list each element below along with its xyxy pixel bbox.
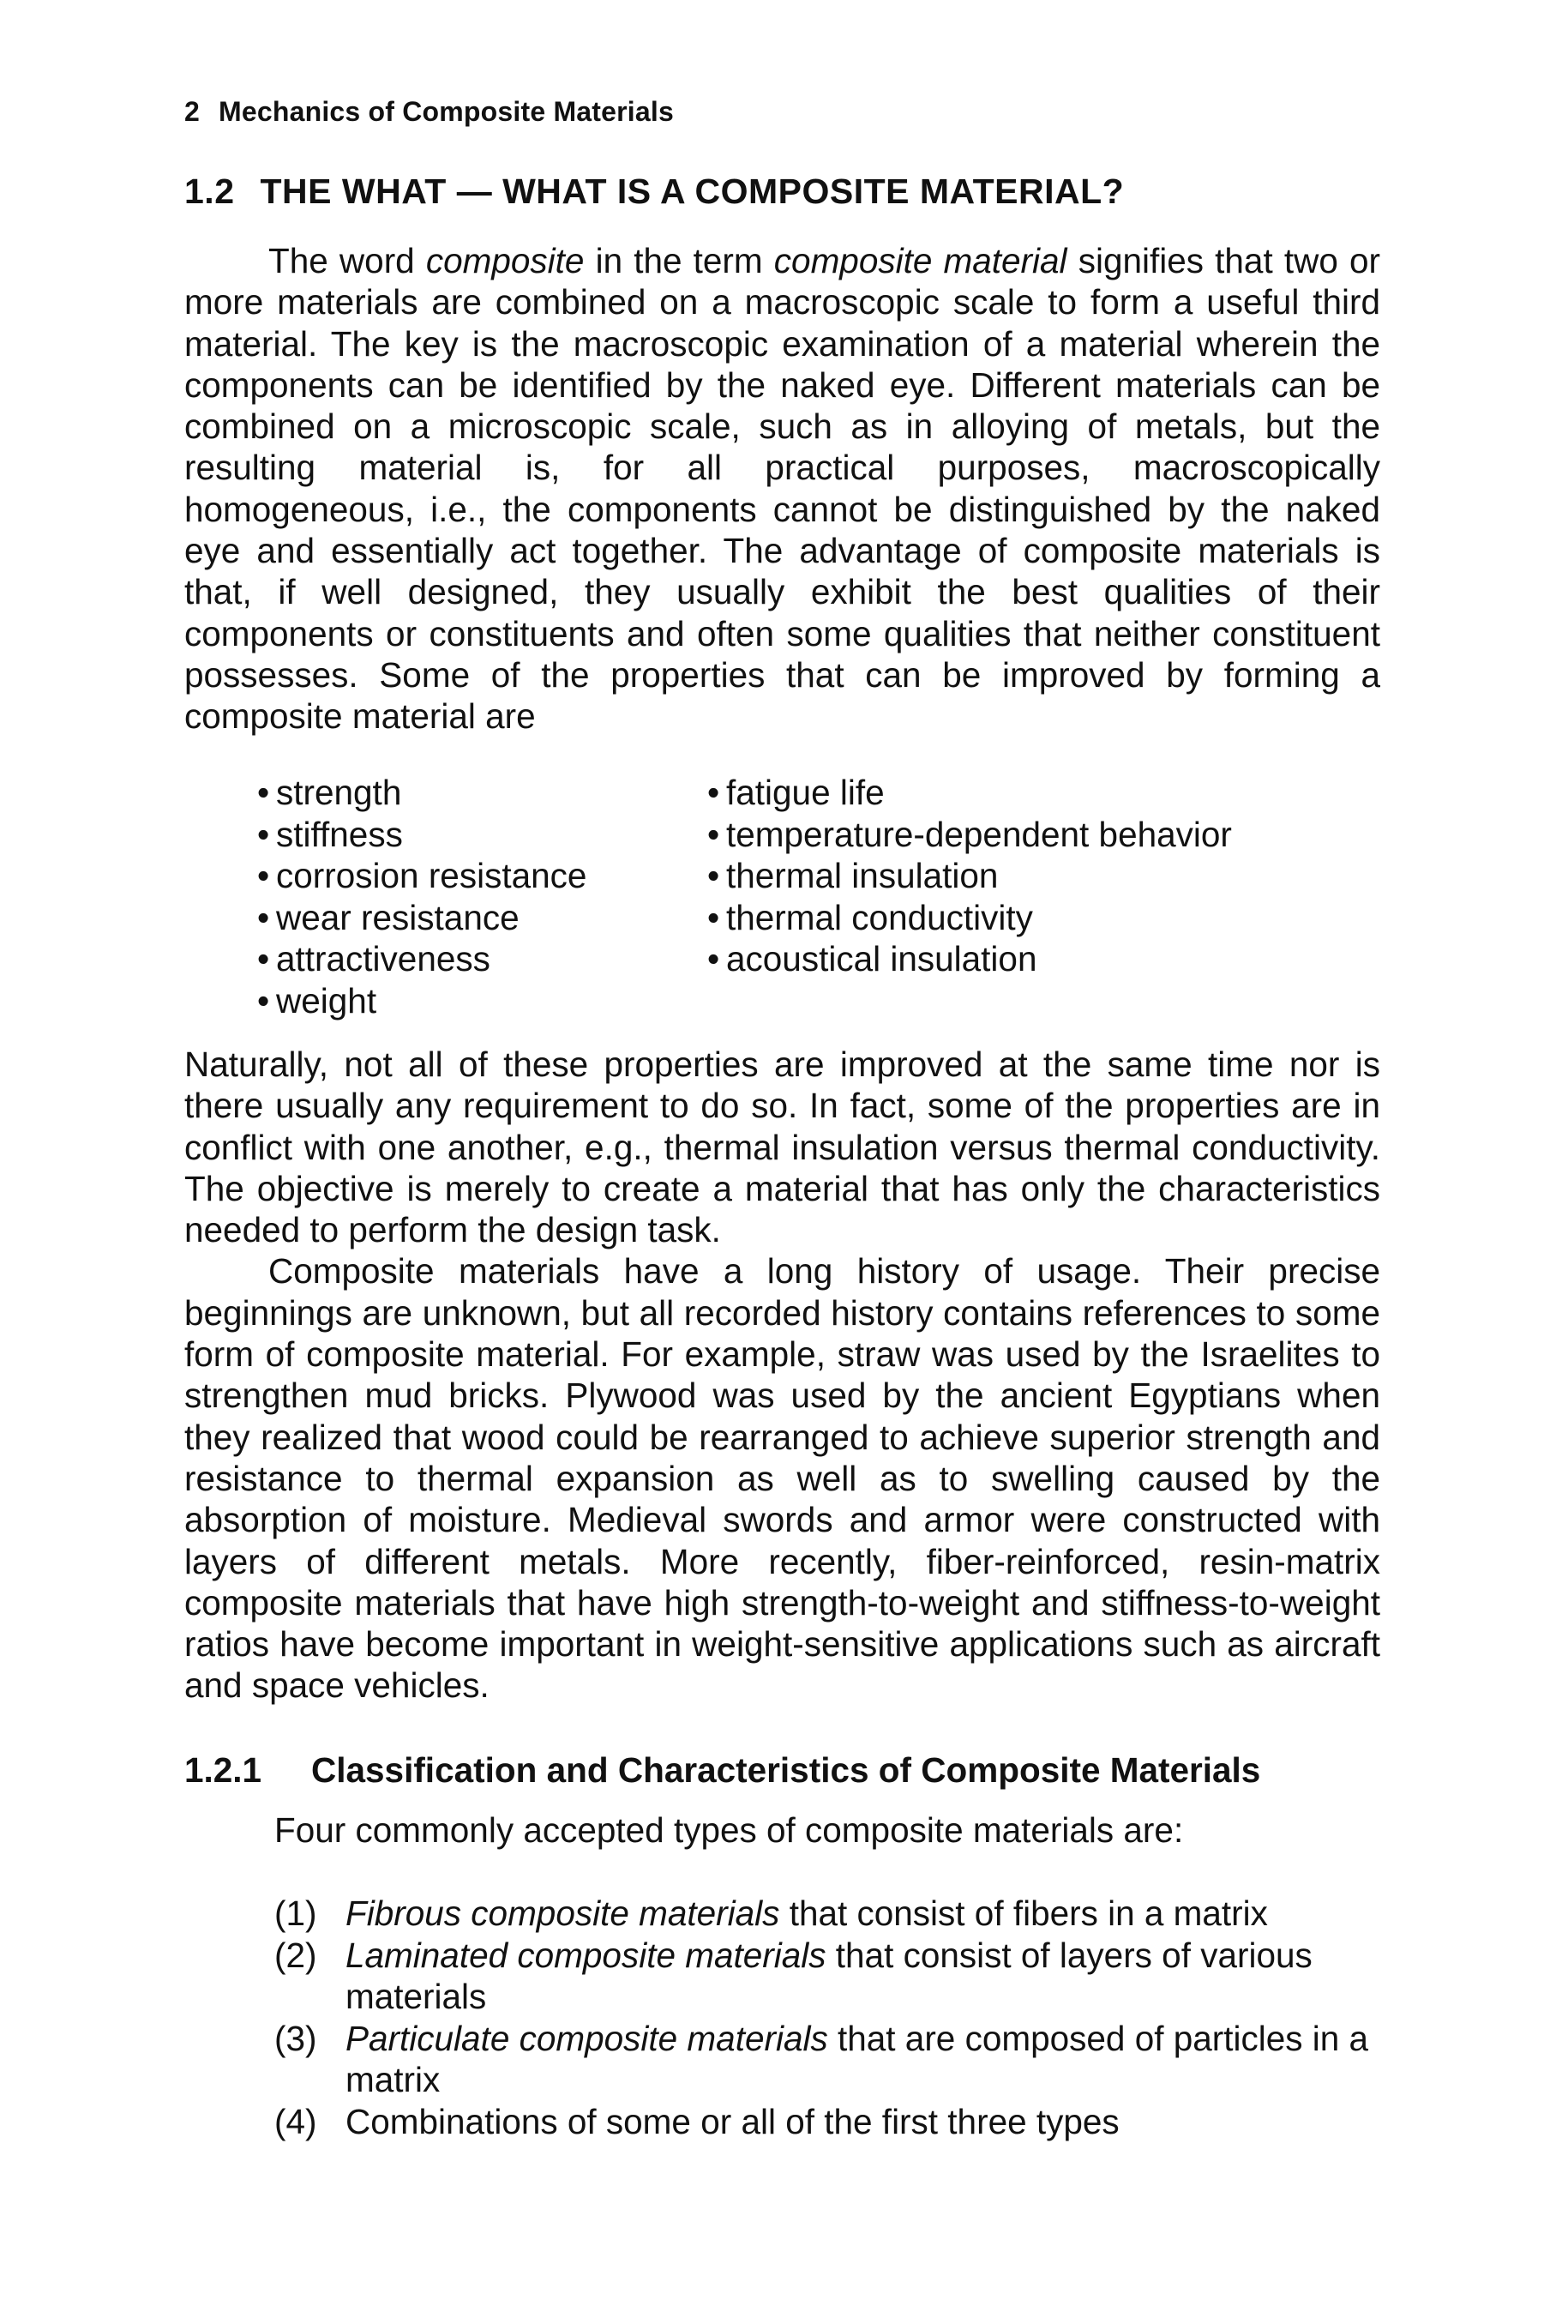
text-run: signifies that two or more materials are combined on a macroscopic scale to form a useful third material. The key is the macroscopic examination of a material wherein the components can be identified by the naked eye. Different materials can be combined on a microscopic scale, such as in alloying of metals, but the resulting material is, for all practical purposes, macroscopically homogeneous, i.e., the components cannot be distinguished by the naked eye and essentially act together. The advantage of composite materials is that, if well designed, they usually exhibit the best qualities of their components or constituents and often some qualities that neither constituent possesses. Some of the properties that can be improved by forming a composite material are <box>184 241 1380 737</box>
property-column-left <box>257 772 586 1021</box>
section-heading <box>184 172 1124 212</box>
bullet-icon: • <box>707 897 720 937</box>
bullet-icon: • <box>707 856 720 895</box>
subsection-heading <box>184 1750 1260 1791</box>
page-number: 2 <box>184 96 200 127</box>
bullet-icon: • <box>257 897 270 937</box>
emphasis-term: Laminated composite materials <box>345 1935 826 1975</box>
types-list <box>274 1893 1380 2142</box>
list-item: • thermal insulation <box>707 856 999 895</box>
emphasis-term: composite <box>425 241 585 280</box>
list-item: • attractiveness <box>257 939 490 978</box>
emphasis-term: Particulate composite materials <box>345 2018 828 2058</box>
bullet-icon: • <box>257 856 270 895</box>
intro-paragraph <box>184 240 1380 738</box>
emphasis-term: composite material <box>773 241 1067 280</box>
types-intro: Four commonly accepted types of composite materials are: <box>274 1810 1184 1850</box>
subsection-title: Classification and Characteristics of Composite Materials <box>311 1750 1261 1790</box>
list-item: • fatigue life <box>707 773 885 812</box>
list-item: • weight <box>257 980 377 1021</box>
paragraph-history: Composite materials have a long history of usage. Their precise beginnings are unknown, but all recorded history contains references to some form of composite material. For example, straw was used by the Israelites to strengthen mud bricks. Plywood was used by the ancient Egyptians when they realized that wood could be rearranged to achieve superior strength and resistance to thermal expansion as well as to swelling caused by the absorption of moisture. Medieval swords and armor were constructed with layers of different metals. More recently, fiber-reinforced, resin-matrix composite materials that have high strength-to-weight and stiffness-to-weight ratios have become important in weight-sensitive applications such as aircraft and space vehicles. <box>184 1251 1380 1706</box>
item-number: (4) <box>274 2101 317 2141</box>
bullet-icon: • <box>707 939 720 978</box>
list-item: (4) Combinations of some or all of the first three types <box>274 2101 1120 2141</box>
list-item: • acoustical insulation <box>707 939 1037 978</box>
section-number: 1.2 <box>184 172 235 211</box>
item-number: (2) <box>274 1935 317 1975</box>
list-item: • wear resistance <box>257 897 520 937</box>
list-item: (2) Laminated composite materials that consist of layers of various materials <box>274 1935 1313 2016</box>
emphasis-term: Fibrous composite materials <box>345 1894 780 1933</box>
item-number: (3) <box>274 2018 317 2058</box>
list-item: • strength <box>257 773 402 812</box>
list-item: (1) Fibrous composite materials that consist of fibers in a matrix <box>274 1894 1268 1933</box>
list-item: (3) Particulate composite materials that are composed of particles in a matrix <box>274 2018 1369 2099</box>
running-head <box>184 96 674 128</box>
property-column-right <box>707 772 1232 980</box>
body-text <box>184 1044 1380 1707</box>
paragraph-naturally: Naturally, not all of these properties are improved at the same time nor is there usually any requirement to do so. In fact, some of the properties are in conflict with one another, e.g., thermal insulation versus thermal conductivity. The objective is merely to create a material that has only the characteristics needed to perform the design task. <box>184 1045 1380 1250</box>
item-number: (1) <box>274 1894 317 1933</box>
list-item: • temperature-dependent behavior <box>707 814 1232 854</box>
bullet-icon: • <box>707 814 720 854</box>
bullet-icon: • <box>257 773 270 812</box>
bullet-icon: • <box>257 939 270 978</box>
bullet-icon: • <box>257 980 270 1021</box>
bullet-icon: • <box>257 814 270 854</box>
section-title: THE WHAT — WHAT IS A COMPOSITE MATERIAL? <box>260 172 1125 211</box>
list-item: • stiffness <box>257 814 403 854</box>
list-item: • thermal conductivity <box>707 897 1033 937</box>
text-run: The word <box>268 241 426 280</box>
bullet-icon: • <box>707 773 720 812</box>
list-item: • corrosion resistance <box>257 856 587 895</box>
text-run: in the term <box>584 241 774 280</box>
subsection-number: 1.2.1 <box>184 1750 262 1790</box>
book-title: Mechanics of Composite Materials <box>219 96 674 127</box>
